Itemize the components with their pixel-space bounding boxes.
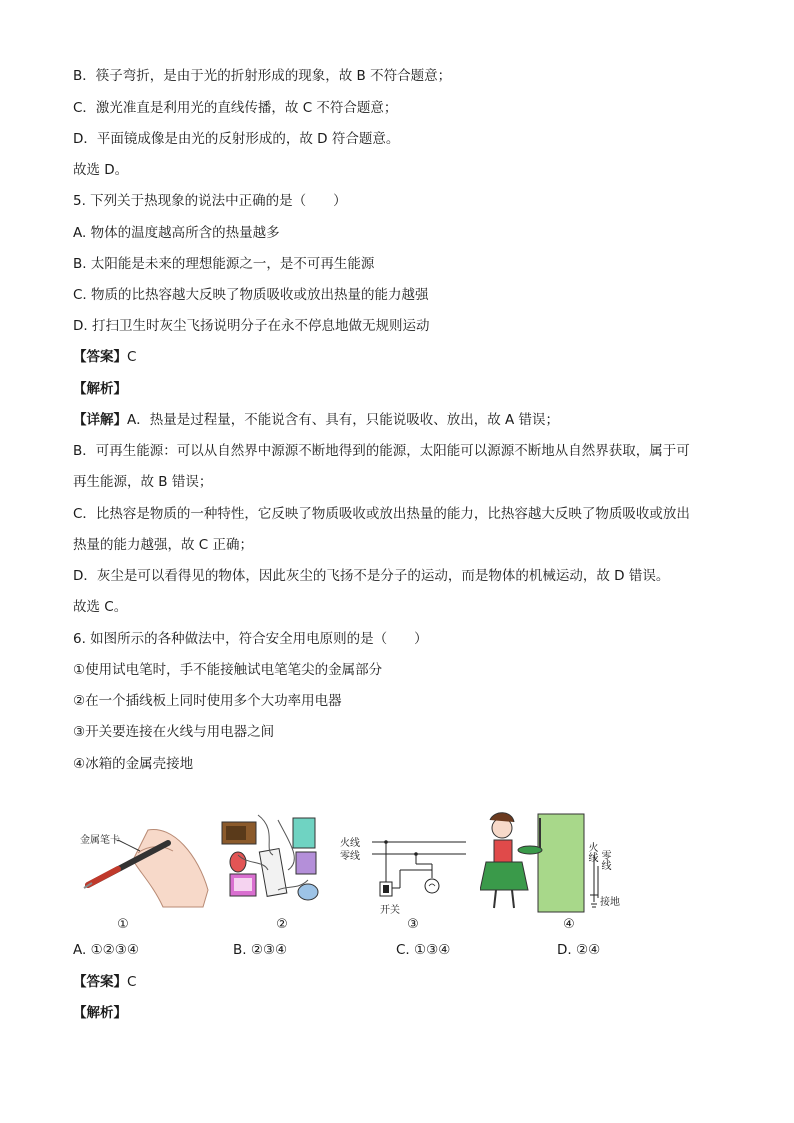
answer-tag-2: 【答案】 [73,974,127,990]
statement-1: ①使用试电笔时，手不能接触试电笔笔尖的金属部分 [73,662,383,678]
appliances-illustration [218,810,333,910]
statement-3: ③开关要连接在火线与用电器之间 [73,724,275,740]
text-line: D．灰尘是可以看得见的物体，因此灰尘的飞扬不是分子的运动，而是物体的机械运动，故 D 错误。 [73,568,670,584]
pen-clip-label: 金属笔卡 [80,835,120,846]
caption-3: ③ [407,917,419,932]
answer-line: 【答案】C [73,349,137,365]
figure-test-pen [78,815,213,910]
statement-2: ②在一个插线板上同时使用多个大功率用电器 [73,693,342,709]
analysis-tag: 【解析】 [73,381,127,397]
option-d: D. 打扫卫生时灰尘飞扬说明分子在永不停息地做无规则运动 [73,318,430,334]
option-b: B. 太阳能是未来的理想能源之一，是不可再生能源 [73,256,375,272]
text-line: D．平面镜成像是由光的反射形成的，故 D 符合题意。 [73,131,400,147]
caption-2: ② [276,917,288,932]
switch-label: 开关 [380,905,400,916]
option-c: C. 物质的比热容越大反映了物质吸收或放出热量的能力越强 [73,287,429,303]
statement-4: ④冰箱的金属壳接地 [73,756,194,772]
detail-line: 【详解】A．热量是过程量，不能说含有、具有，只能说吸收、放出，故 A 错误； [73,412,560,428]
q6-option-d: D. ②④ [557,942,601,958]
hand-pen-illustration [78,815,213,910]
text-line: C．激光准直是利用光的直线传播，故 C 不符合题意； [73,100,398,116]
analysis-tag-2: 【解析】 [73,1005,127,1021]
text-line: 故选 D。 [73,162,129,178]
fridge-neutral-label: 零线 [599,850,610,870]
answer-tag: 【答案】 [73,349,127,365]
live-wire-label: 火线 [340,838,360,849]
caption-1: ① [117,917,129,932]
caption-4: ④ [563,917,575,932]
figure-power-strip [218,810,333,910]
text-line: 再生能源，故 B 错误； [73,474,213,490]
text-line: C．比热容是物质的一种特性，它反映了物质吸收或放出热量的能力，比热容越大反映了物质吸收或放出 [73,506,690,522]
text-line: 故选 C。 [73,599,128,615]
answer-line-2: 【答案】C [73,974,137,990]
figure-circuit [340,830,470,915]
fridge-live-label: 火线 [586,842,597,862]
ground-label: 接地 [600,897,620,908]
q6-option-b: B. ②③④ [233,942,288,958]
question-5: 5. 下列关于热现象的说法中正确的是（ ） [73,193,347,209]
q6-option-a: A. ①②③④ [73,942,139,958]
neutral-wire-label: 零线 [340,851,360,862]
analysis-line [73,380,127,398]
detail-tag: 【详解】 [73,412,127,428]
text-line: 热量的能力越强，故 C 正确； [73,537,254,553]
question-6: 6. 如图所示的各种做法中，符合安全用电原则的是（ ） [73,631,428,647]
text-line: B．筷子弯折，是由于光的折射形成的现象，故 B 不符合题意； [73,68,452,84]
figure-fridge [480,810,625,915]
option-a: A. 物体的温度越高所含的热量越多 [73,225,280,241]
analysis-line-2 [73,1004,127,1022]
text-line: B．可再生能源：可以从自然界中源源不断地得到的能源，太阳能可以源源不断地从自然界获取，属于可 [73,443,690,459]
q6-option-c: C. ①③④ [396,942,451,958]
